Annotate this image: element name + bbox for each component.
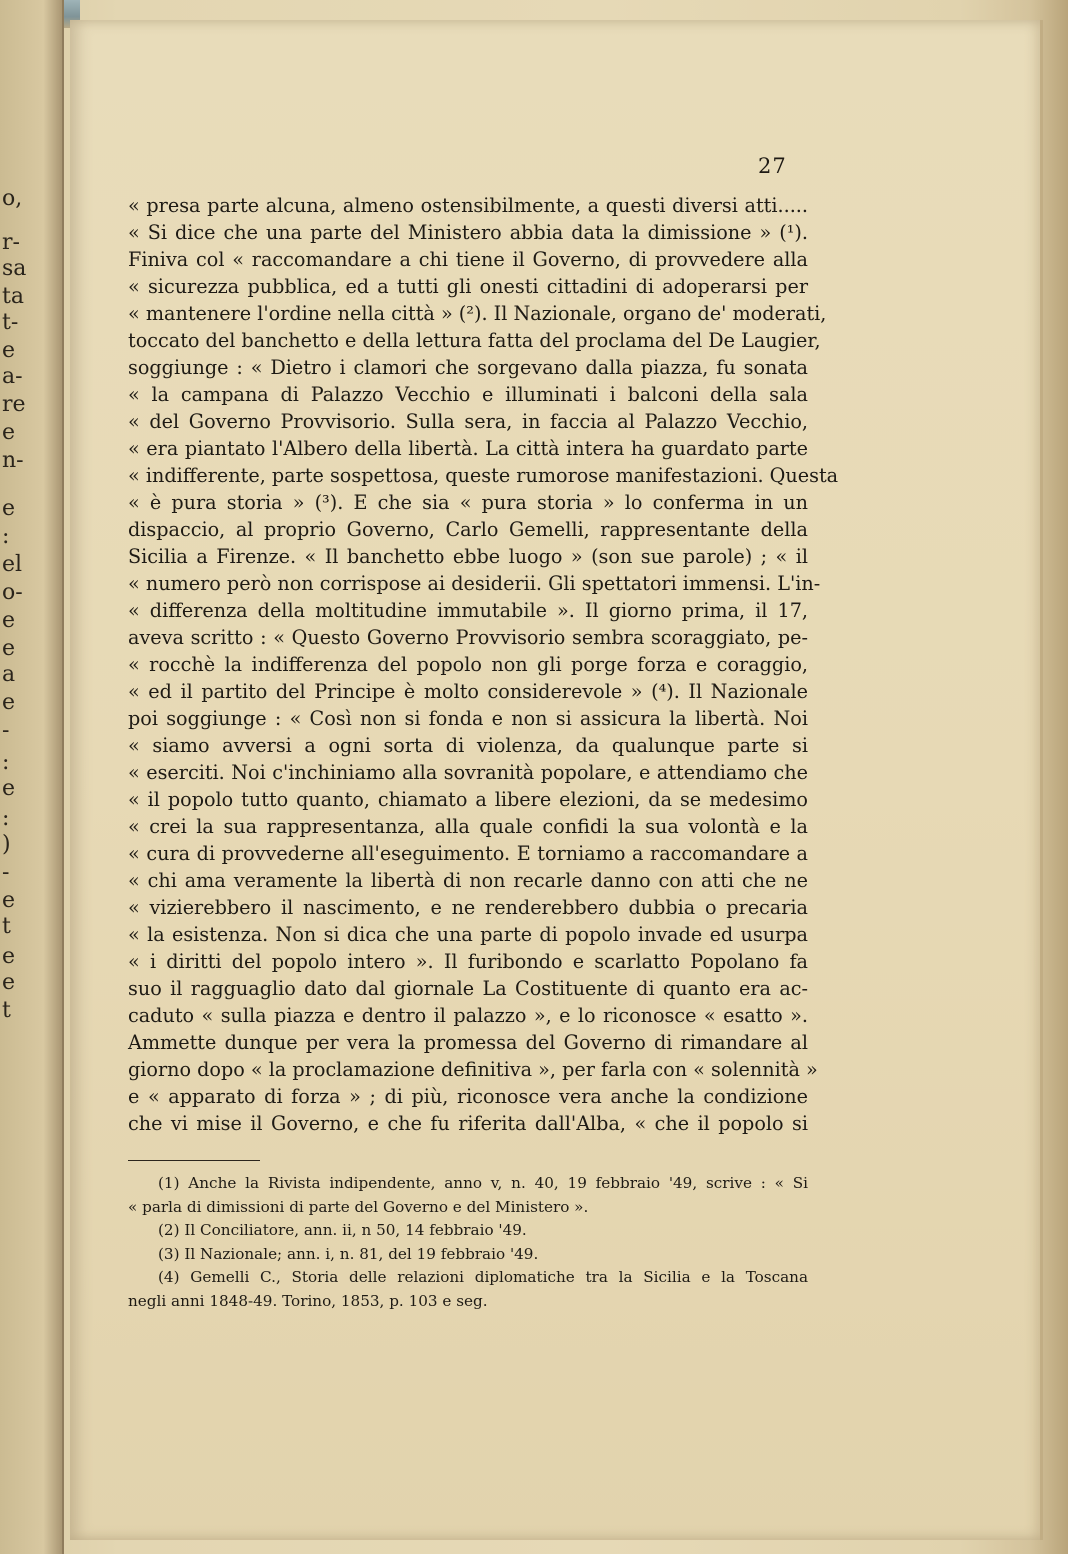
text-line: « indifferente, parte sospettosa, queste rumorose manifestazioni. Questa <box>128 464 839 487</box>
text-line: « Si dice che una parte del Ministero abbia data la dimissione » (¹). <box>128 221 808 244</box>
page-number: 27 <box>758 154 787 178</box>
facing-page-fragment: o, <box>2 186 23 211</box>
body-text <box>128 192 839 1137</box>
facing-page-fragment: o- <box>2 580 23 605</box>
text-line: « vizierebbero il nascimento, e ne renderebbero dubbia o precaria <box>128 896 808 919</box>
facing-page-fragment: el <box>2 552 23 577</box>
facing-page-fragment: t- <box>2 310 19 335</box>
footnote-line: (3) Il Nazionale; ann. i, n. 81, del 19 febbraio '49. <box>158 1244 539 1263</box>
facing-page-fragment: : <box>2 524 10 549</box>
facing-page-fragment: e <box>2 776 16 801</box>
text-line: toccato del banchetto e della lettura fatta del proclama del De Laugier, <box>128 329 821 352</box>
text-line: « eserciti. Noi c'inchiniamo alla sovranità popolare, e attendiamo che <box>128 761 808 784</box>
facing-page-fragment: : <box>2 750 10 775</box>
facing-page-fragment: e <box>2 338 16 363</box>
text-line: « la esistenza. Non si dica che una parte di popolo invade ed usurpa <box>128 923 808 946</box>
text-line: Finiva col « raccomandare a chi tiene il Governo, di provvedere alla <box>128 248 808 271</box>
text-line: Ammette dunque per vera la promessa del Governo di rimandare al <box>128 1031 808 1054</box>
text-line: « crei la sua rappresentanza, alla quale confidi la sua volontà e la <box>128 815 808 838</box>
text-line: che vi mise il Governo, e che fu riferita dall'Alba, « che il popolo si <box>128 1112 808 1135</box>
facing-page-fragment: re <box>2 392 26 417</box>
facing-page-fragment: n- <box>2 448 24 473</box>
text-line: « siamo avversi a ogni sorta di violenza, da qualunque parte si <box>128 734 808 757</box>
facing-page-fragment: ta <box>2 284 24 309</box>
footnote-rule <box>128 1160 260 1161</box>
footnote-line: « parla di dimissioni di parte del Governo e del Ministero ». <box>128 1197 589 1216</box>
facing-page-fragment: e <box>2 690 16 715</box>
facing-page-fragment: e <box>2 944 16 969</box>
text-line: « del Governo Provvisorio. Sulla sera, in faccia al Palazzo Vecchio, <box>128 410 808 433</box>
text-line: « il popolo tutto quanto, chiamato a libere elezioni, da se medesimo <box>128 788 808 811</box>
text-line: « numero però non corrispose ai desiderii. Gli spettatori immensi. L'in- <box>128 572 821 595</box>
text-line: « differenza della moltitudine immutabile ». Il giorno prima, il 17, <box>128 599 808 622</box>
text-line: « ed il partito del Principe è molto considerevole » (⁴). Il Nazionale <box>128 680 808 703</box>
text-line: aveva scritto : « Questo Governo Provvisorio sembra scoraggiato, pe- <box>128 626 808 649</box>
facing-page-fragment: t <box>2 998 11 1023</box>
text-line: poi soggiunge : « Così non si fonda e non si assicura la libertà. Noi <box>128 707 808 730</box>
facing-page-fragment: r- <box>2 230 20 255</box>
text-line: « è pura storia » (³). E che sia « pura storia » lo conferma in un <box>128 491 808 514</box>
facing-page-fragment: e <box>2 636 16 661</box>
text-line: « i diritti del popolo intero ». Il furibondo e scarlatto Popolano fa <box>128 950 808 973</box>
facing-page-fragment: e <box>2 496 16 521</box>
footnotes <box>128 1172 808 1314</box>
footnote-line: (2) Il Conciliatore, ann. ii, n 50, 14 febbraio '49. <box>158 1221 527 1240</box>
text-line: « cura di provvederne all'eseguimento. E torniamo a raccomandare a <box>128 842 808 865</box>
text-line: « mantenere l'ordine nella città » (²). Il Nazionale, organo de' moderati, <box>128 302 827 325</box>
facing-page-fragment: ) <box>2 832 11 857</box>
facing-page-fragment: sa <box>2 256 27 281</box>
facing-page-fragment: e <box>2 970 16 995</box>
text-line: « presa parte alcuna, almeno ostensibilmente, a questi diversi atti..... <box>128 194 808 217</box>
text-line: « era piantato l'Albero della libertà. La città intera ha guardato parte <box>128 437 808 460</box>
facing-page-fragment: : <box>2 806 10 831</box>
text-line: « rocchè la indifferenza del popolo non gli porge forza e coraggio, <box>128 653 808 676</box>
text-line: « chi ama veramente la libertà di non recarle danno con atti che ne <box>128 869 808 892</box>
text-line: « la campana di Palazzo Vecchio e illuminati i balconi della sala <box>128 383 808 406</box>
text-line: Sicilia a Firenze. « Il banchetto ebbe luogo » (son sue parole) ; « il <box>128 545 808 568</box>
text-line: soggiunge : « Dietro i clamori che sorgevano dalla piazza, fu sonata <box>128 356 808 379</box>
facing-page-fragment: e <box>2 420 16 445</box>
text-line: « sicurezza pubblica, ed a tutti gli onesti cittadini di adoperarsi per <box>128 275 808 298</box>
footnote-line: (1) Anche la Rivista indipendente, anno v, n. 40, 19 febbraio '49, scrive : « Si <box>158 1174 808 1192</box>
text-line: suo il ragguaglio dato dal giornale La Costituente di quanto era ac- <box>128 977 808 1000</box>
text-line: e « apparato di forza » ; di più, riconosce vera anche la condizione <box>128 1085 808 1108</box>
facing-page-fragment: - <box>2 860 10 885</box>
footnote-line: negli anni 1848-49. Torino, 1853, p. 103 e seg. <box>128 1291 488 1310</box>
facing-page-edge <box>0 0 64 1554</box>
footnote-line: (4) Gemelli C., Storia delle relazioni diplomatiche tra la Sicilia e la Toscana <box>158 1268 808 1287</box>
facing-page-fragment: e <box>2 608 16 633</box>
text-line: caduto « sulla piazza e dentro il palazzo », e lo riconosce « esatto ». <box>128 1004 808 1027</box>
facing-page-fragment: e <box>2 888 16 913</box>
facing-page-fragment: a- <box>2 364 23 389</box>
text-line: dispaccio, al proprio Governo, Carlo Gemelli, rappresentante della <box>128 518 808 541</box>
facing-page-fragment: - <box>2 718 10 743</box>
facing-page-fragment: a <box>2 662 16 687</box>
facing-page-fragment: t <box>2 914 11 939</box>
text-line: giorno dopo « la proclamazione definitiva », per farla con « solennità » <box>128 1058 818 1081</box>
